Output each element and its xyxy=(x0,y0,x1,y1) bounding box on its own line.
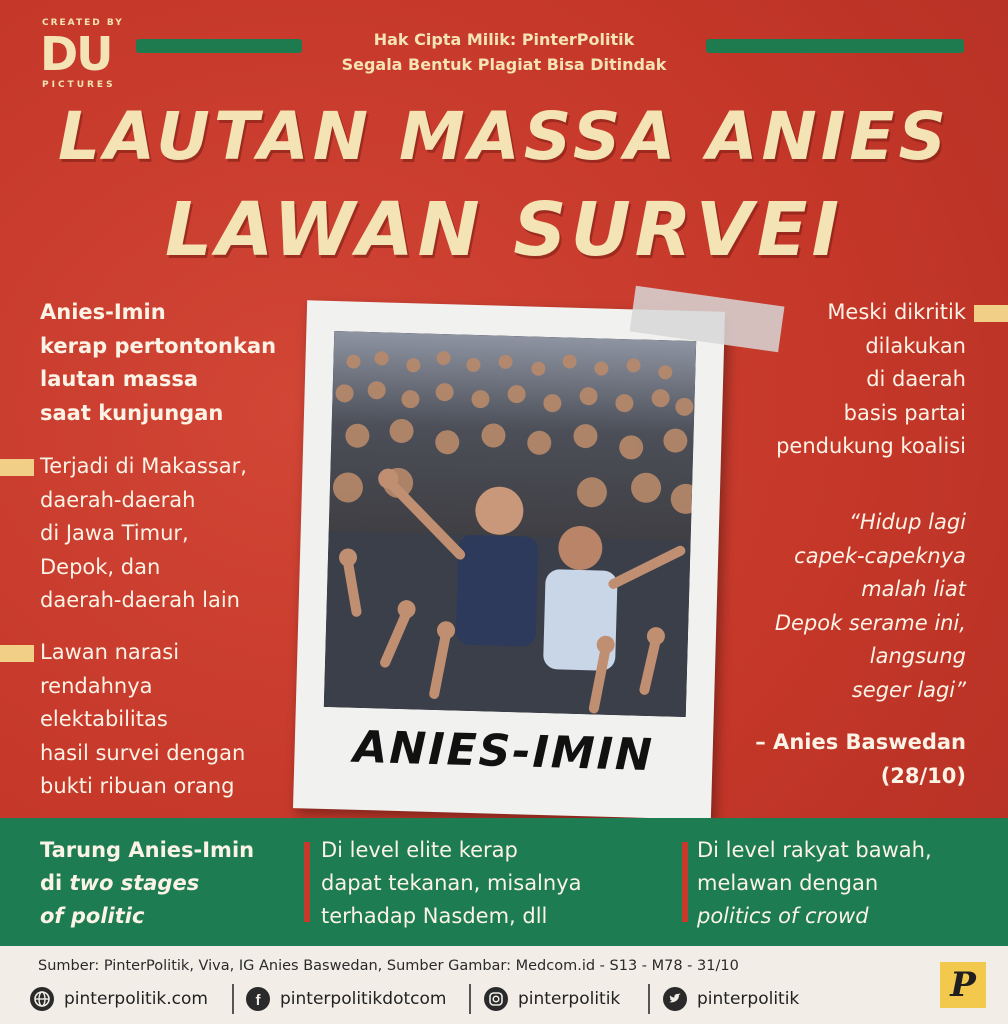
quote-line: “Hidup lagi xyxy=(848,510,966,534)
right-block1-line: dilakukan xyxy=(865,333,966,358)
band-col1-line3 xyxy=(40,900,300,933)
quote-attribution xyxy=(720,726,966,793)
footer-divider xyxy=(648,984,650,1014)
twitter-icon xyxy=(663,987,687,1011)
band-col3-line2: melawan dengan xyxy=(697,871,879,895)
left-block2-line: di Jawa Timur, xyxy=(40,521,189,545)
facebook-icon xyxy=(246,987,270,1011)
footer-divider xyxy=(232,984,234,1014)
left-block2-line: daerah-daerah lain xyxy=(40,588,240,612)
band-col3-line3 xyxy=(697,900,997,933)
facebook-label: pinterpolitikdotcom xyxy=(280,989,447,1009)
band-col3 xyxy=(697,834,997,933)
left-block3-line: elektabilitas xyxy=(40,707,168,731)
quote-line: malah liat xyxy=(861,577,966,601)
left-block2-line: daerah-daerah xyxy=(40,487,196,512)
left-block-1 xyxy=(40,296,300,430)
right-block-1 xyxy=(720,296,966,464)
left-block3-line: hasil survei dengan xyxy=(40,740,246,765)
copyright-line2: Segala Bentuk Plagiat Bisa Ditindak xyxy=(341,55,667,74)
band-col1-italic: two stages xyxy=(69,871,200,895)
left-block-3 xyxy=(40,636,300,804)
left-block3-line: bukti ribuan orang xyxy=(40,774,235,798)
svg-text:f: f xyxy=(255,992,261,1009)
instagram-label: pinterpolitik xyxy=(518,989,621,1009)
anies-quote xyxy=(720,506,966,707)
title-line1: LAUTAN MASSA ANIES xyxy=(58,98,950,175)
band-col1-prefix: di xyxy=(40,871,70,895)
left-block1-line: lautan massa xyxy=(40,367,199,391)
quote-line: capek-capeknya xyxy=(794,543,966,568)
twitter-link[interactable] xyxy=(663,986,799,1012)
header-green-bar-right xyxy=(706,39,964,53)
left-block-2 xyxy=(40,450,300,618)
band-col2-line: Di level elite kerap xyxy=(321,838,518,862)
attribution-name: – Anies Baswedan xyxy=(755,730,966,754)
right-block1-line: Meski dikritik xyxy=(827,300,966,324)
globe-icon xyxy=(30,987,54,1011)
left-marker-2 xyxy=(0,459,34,476)
band-col3-italic: politics of crowd xyxy=(697,904,869,928)
left-block1-line: kerap pertontonkan xyxy=(40,333,277,358)
left-block3-line: Lawan narasi xyxy=(40,640,180,664)
twitter-label: pinterpolitik xyxy=(697,989,800,1009)
facebook-link[interactable] xyxy=(246,986,446,1012)
copyright-line1: Hak Cipta Milik: PinterPolitik xyxy=(373,30,635,49)
logo-du: DU xyxy=(40,27,112,81)
du-pictures-logo xyxy=(40,18,132,92)
left-block2-line: Terjadi di Makassar, xyxy=(40,454,247,478)
band-col2 xyxy=(321,834,661,933)
band-col3-line1: Di level rakyat bawah, xyxy=(697,838,932,862)
footer-divider xyxy=(469,984,471,1014)
band-col1-italic2: of politic xyxy=(40,904,145,928)
instagram-link[interactable] xyxy=(484,986,620,1012)
band-divider-1 xyxy=(304,842,310,922)
header-green-bar-left xyxy=(136,39,302,53)
left-block1-line: Anies-Imin xyxy=(40,300,166,324)
attribution-date: (28/10) xyxy=(880,763,966,788)
copyright-notice xyxy=(300,27,708,77)
logo-pictures: PICTURES xyxy=(42,80,116,90)
website-link[interactable] xyxy=(30,986,208,1012)
pinterpolitik-logo: P xyxy=(940,962,986,1008)
quote-line: Depok serame ini, xyxy=(774,610,966,635)
left-block3-line: rendahnya xyxy=(40,673,153,698)
source-credits: Sumber: PinterPolitik, Viva, IG Anies Baswedan, Sumber Gambar: Medcom.id - S13 - M78 - 31/10 xyxy=(38,958,739,974)
quote-line: langsung xyxy=(869,644,966,668)
logo-created-by: CREATED BY xyxy=(42,18,124,28)
left-block1-line: saat kunjungan xyxy=(40,400,224,425)
right-marker-1 xyxy=(974,305,1008,322)
band-col1-line2 xyxy=(40,867,300,900)
crowd-photo-illustration xyxy=(324,331,696,717)
left-marker-3 xyxy=(0,645,34,662)
right-block1-line: basis partai xyxy=(843,400,966,425)
band-col1 xyxy=(40,834,300,933)
instagram-icon xyxy=(484,987,508,1011)
right-block1-line: di daerah xyxy=(866,367,966,391)
title-line2: LAWAN SURVEI xyxy=(164,187,844,273)
band-divider-2 xyxy=(682,842,688,922)
right-block1-line: pendukung koalisi xyxy=(776,434,966,458)
quote-line: seger lagi” xyxy=(851,677,966,702)
photo-caption: ANIES-IMIN xyxy=(352,721,655,782)
polaroid-frame xyxy=(293,300,725,819)
website-label: pinterpolitik.com xyxy=(64,989,208,1009)
band-col2-line: terhadap Nasdem, dll xyxy=(321,904,548,928)
left-block2-line: Depok, dan xyxy=(40,554,161,579)
band-col2-line: dapat tekanan, misalnya xyxy=(321,871,582,895)
crowd-photo xyxy=(324,331,696,717)
band-col1-line1: Tarung Anies-Imin xyxy=(40,838,255,862)
